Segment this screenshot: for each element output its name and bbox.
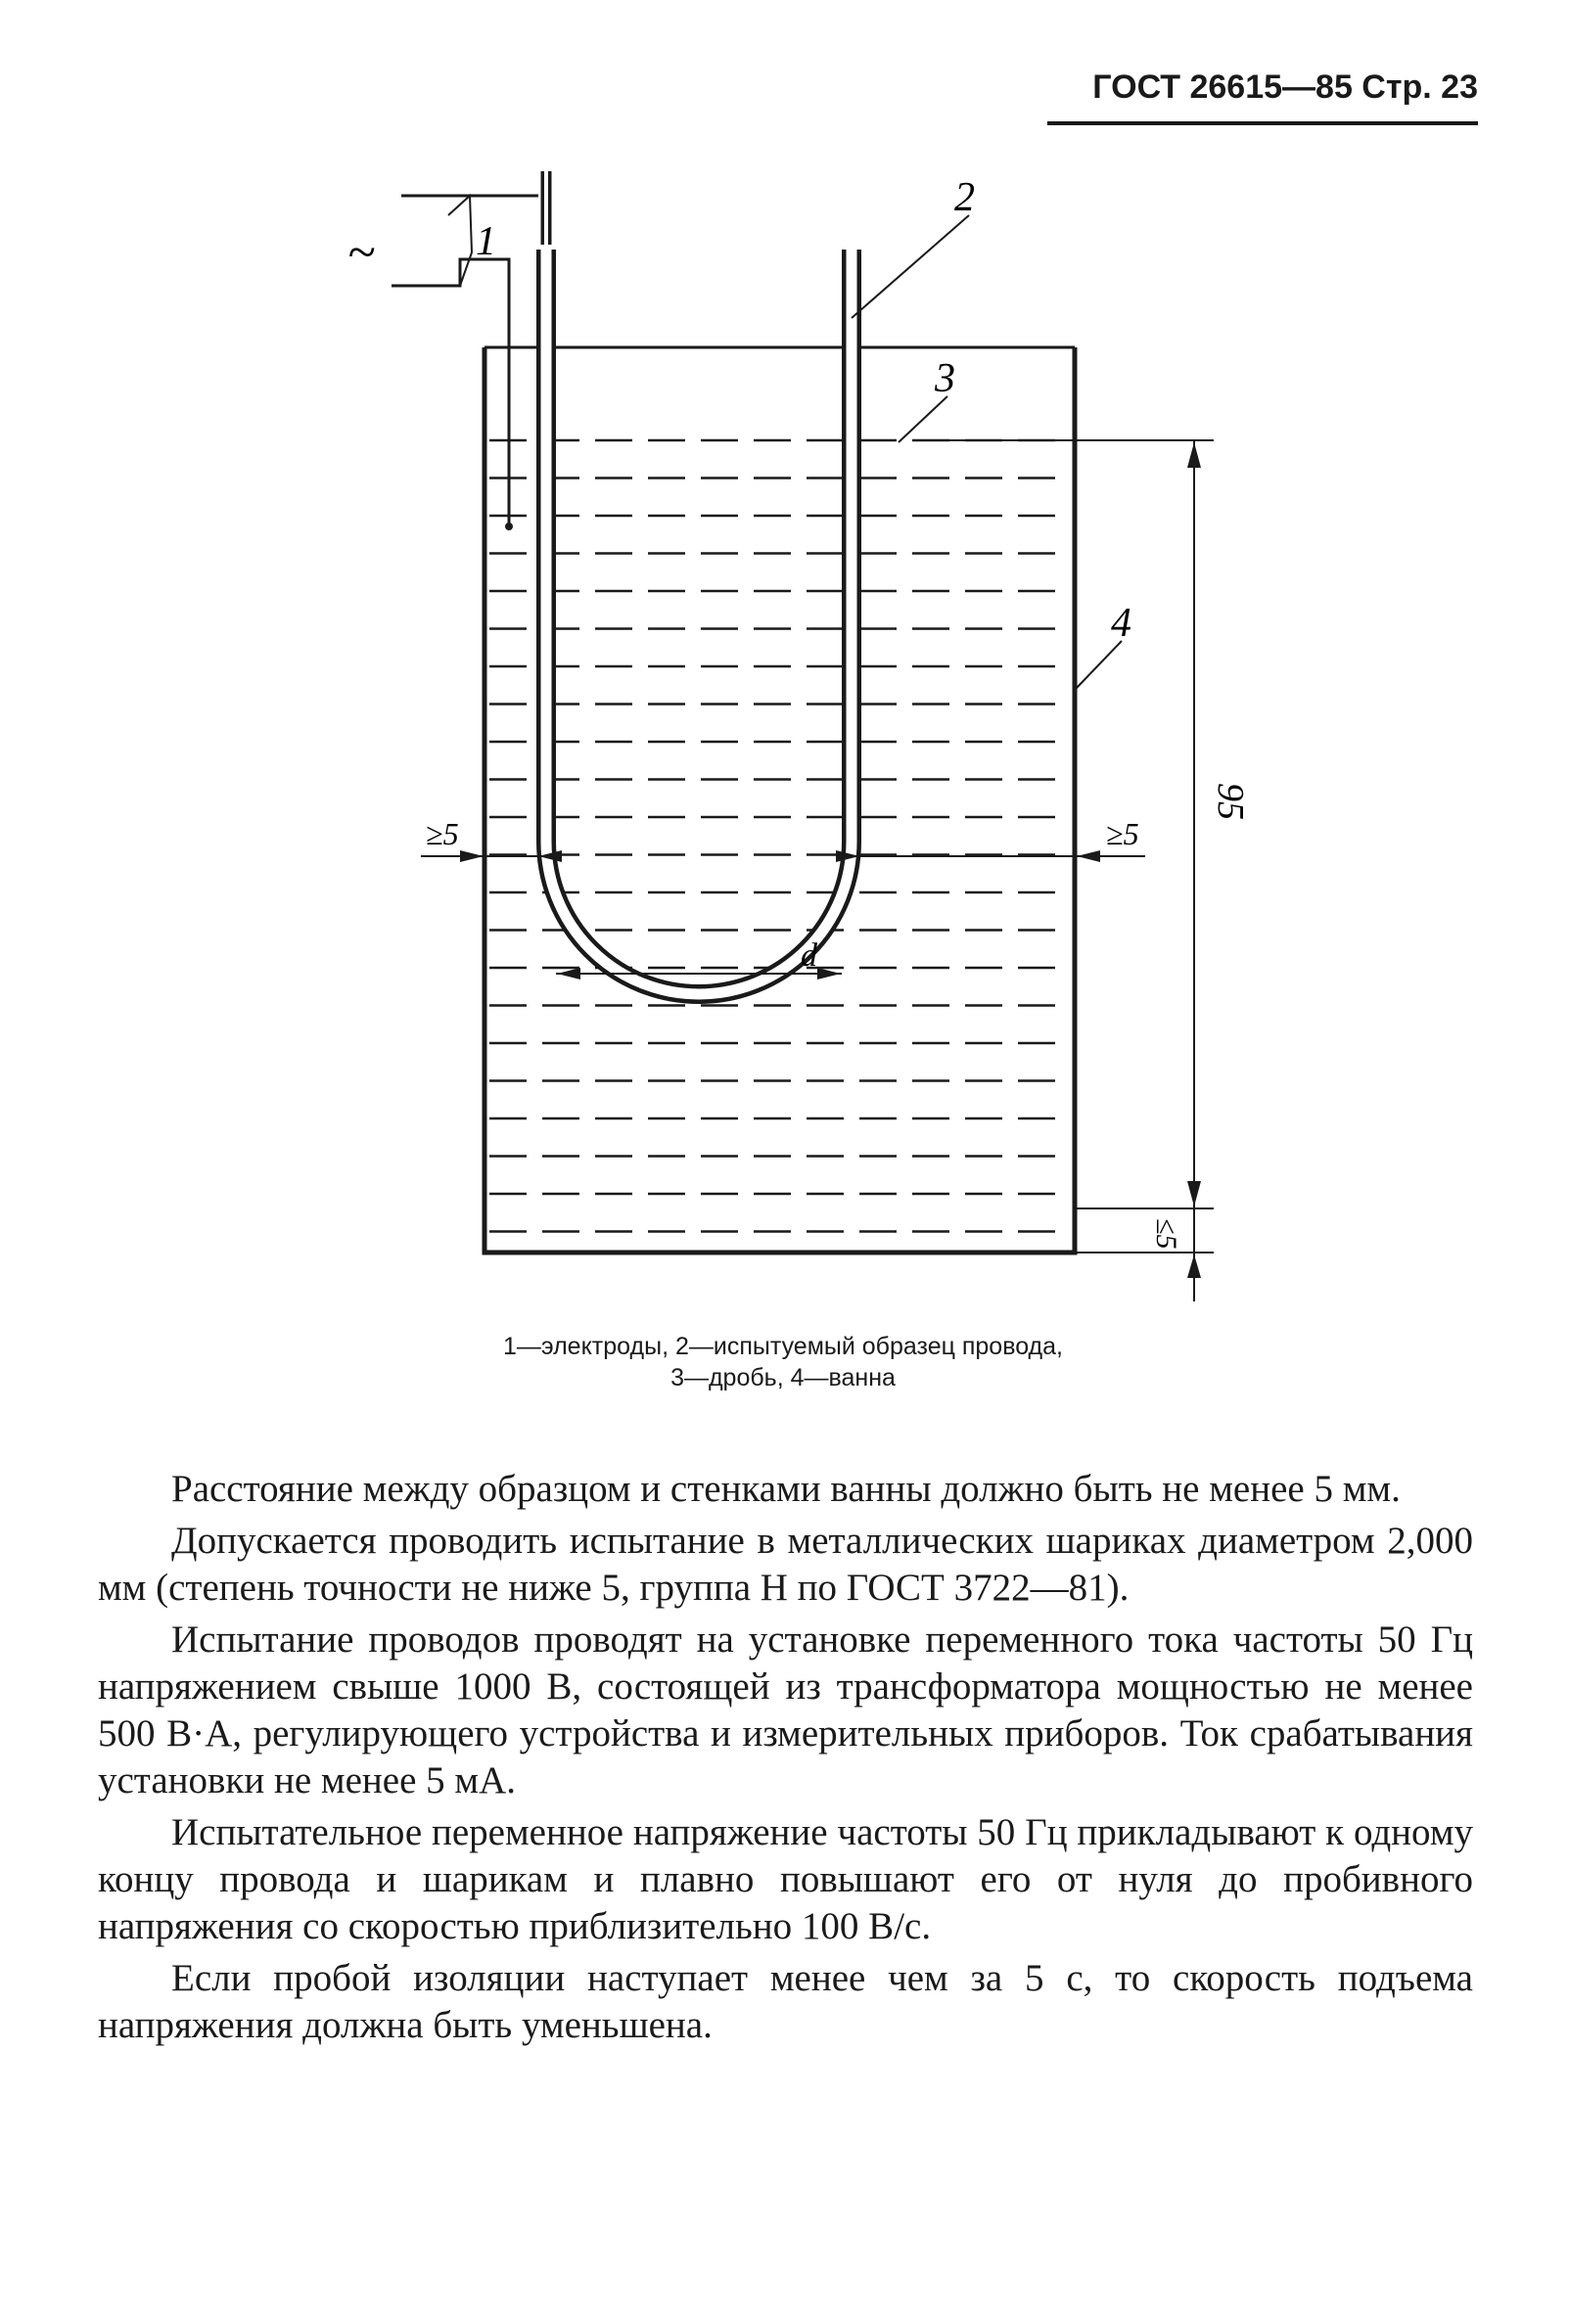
dim-diameter-arrow-right — [817, 968, 841, 980]
wire-sample — [546, 250, 852, 994]
dim-wall-right-arrow-2 — [1077, 850, 1100, 862]
wire-sample-core — [546, 250, 852, 994]
paragraph: Расстояние между образцом и стенками ванны должно быть не менее 5 мм. — [171, 1468, 1401, 1510]
page-header-text: ГОСТ 26615—85 Стр. 23 — [1092, 68, 1478, 106]
caption-line-2: 3—дробь, 4—ванна — [670, 1364, 896, 1391]
paragraph: Допускается проводить испытание в металлических шариках диаметром 2,000 мм (степень точности не ниже 5, группа Н по ГОСТ 3722—81). — [98, 1520, 1473, 1609]
figure-caption — [294, 1331, 1272, 1393]
test-bath-diagram — [347, 157, 1263, 1301]
test-bath-figure — [347, 157, 1263, 1301]
label-3: 3 — [935, 356, 955, 401]
paragraph: Испытательное переменное напряжение частоты 50 Гц прикладывают к одному концу провода и шарикам и плавно повышают его от нуля до пробивного напряжения со скоростью приблизительно 100 В/с. — [98, 1811, 1473, 1947]
lead-bottom — [392, 259, 509, 524]
label-2: 2 — [954, 175, 975, 220]
dim-wall-left-value: ≥5 — [426, 816, 459, 851]
leader-3 — [899, 396, 947, 442]
paragraph: Если пробой изоляции наступает менее чем за 5 с, то скорость подъема напряжения должна быть уменьшена. — [98, 1957, 1473, 2046]
bath — [485, 347, 1075, 1253]
dim-wall-left-arrow — [460, 850, 484, 862]
label-4: 4 — [1111, 601, 1131, 646]
leader-2 — [852, 215, 969, 318]
header-rule — [1047, 121, 1478, 125]
label-1: 1 — [476, 219, 496, 264]
dim-depth-arrow-bottom — [1187, 1181, 1201, 1207]
dim-diameter-label: d — [801, 937, 817, 974]
dim-bottom-value: ≤5 — [1150, 1218, 1182, 1250]
ac-source-symbol: ~ — [347, 225, 376, 281]
body-text — [98, 1466, 1473, 2054]
dim-depth-value: 95 — [1210, 783, 1251, 820]
shot-lines — [489, 440, 1071, 1232]
leader-4 — [1075, 641, 1122, 690]
dim-bottom-arrow — [1187, 1254, 1201, 1278]
caption-line-1: 1—электроды, 2—испытуемый образец провода, — [502, 1333, 1063, 1360]
page-header — [1047, 68, 1478, 127]
dim-wall-right-value: ≥5 — [1106, 816, 1139, 851]
electrode-tip — [505, 523, 513, 530]
paragraph: Испытание проводов проводят на установке переменного тока частоты 50 Гц напряжением свыше 1000 В, состоящей из трансформатора мощностью не менее 500 В·А, регулирующего устройства и измерительных приборов. Ток срабатывания установки не менее 5 мА. — [98, 1618, 1473, 1801]
dim-diameter-arrow-left — [557, 968, 580, 980]
dim-depth-arrow-top — [1187, 442, 1201, 468]
